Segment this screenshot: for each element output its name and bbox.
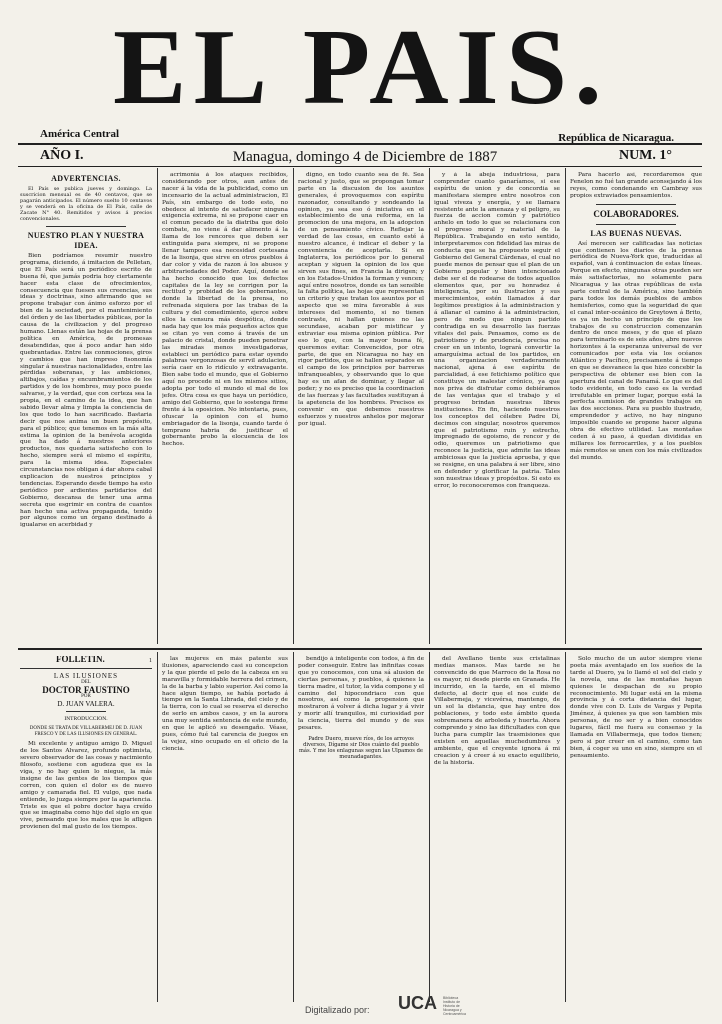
column-1 [20,172,152,642]
nuestro-plan-heading: NUESTRO PLAN Y NUESTRA IDEA. [27,231,145,250]
column-separator [157,168,158,644]
masthead-rule-top [18,143,702,145]
folletin-por: POR [81,693,91,699]
folletin-intro-label: INTRODUCCION. [64,716,108,723]
column-2-body: acrimonía á los ataques recibidos, considerando por otros, aun antes de nacer á la vida de la publicidad, como un incensario de la actual administracion, El País, sin embargo de todo esto, no obedece al intento de satisfacer ninguna exigencia extrema, ni se propone caer en el comun pecado de la diatriba que dolo combate, no viene á dar alimento á la llama de los rencores que deben ser extinguida para siempre, ni se propone llenar tampoco esa necesidad cortesana de la lisonja, que sirve en otros pueblos á dar color y vida de razon á los abusos y arbitrariedades del Poder. Aquí, donde se ha hecho conocido que los defectos capitales de la ley se corrigen por la rectitud y probidad de los gobernantes, donde la libertad de la prensa, no refrenada siquiera por las trabas de la cultura y del comedimiento, ejerce sobre ellos la censura más despótica, donde nada hay que los más pequeños actos que se citan yo ven como á través de un palacio de cristal, donde pueden penetrar las miradas menos investigadoras, estableci un periódico para estar oyendo palabras vergonzosas de servil adulacion, sería caer en lo ridículo y extravagante. Bien sabe todo el mundo, que el Gobierno aquí no procede ni en los mismos sitios, adopta por todo el mundo el mal de los jefes. Otra cosa es que haya un periódico, amigo del Gobierno, que lo sostenga firme frente á la oposicion. No intentaria, pues, ofuscar la opinion con el humo embriagador de la lisonja, cuando tarde ó temprano habria de justificar el gobernante probo la elocuencia de los hechos. [162,172,288,448]
folletin-author: D. JUAN VALERA. [57,699,115,708]
column-separator [429,652,430,1002]
masthead-right-subtitle: República de Nicaragua. [558,132,674,144]
buenas-nuevas-body: Así merecen ser calificadas las noticias que contienen los diarios de la prensa periódica de Nueva-York que, traducidas al español, van á continuacion de estas líneas. Porque en efecto, ningunas otras pueden ser más satisfactorias, no solamente para Nicaragua y las otras repúblicas de esta parte central de la América, sino también para todos los demás pueblos de ambos hemisferios, como que la seguridad de que el canal inter-oceánico de Greytown á Brito, es ya un hecho un principio de que los trabajos de su construccion comenzarán dentro de once meses, y de que el plazo para terminarlo es de seis años, abre nuevos horizontes á la esperanza universal de ver comunicados por esta vía los océanos Atlántico y Pacífico, precisamente á tiempo en que se desvanece la que hizo concebir la perspectiva de obtener ese bien con la apertura del canal de Panamá. Lo que es del todo evidente, en todo caso es la verdad irrefutable en primer lugar, porque está la perfecta sumision de grandes trabajos en las dos secciones. Para su pueblo ilustrado, emprendedor y activo, no hay ninguno imposible cuando se propone hacer alguna obra de efectivo utilidad. Las montañas ceden á su paso, á quedan divididas en millares los ferrocarriles, y a los pueblos más remotos se unen con los más civilizados del mundo. [570,240,702,461]
column-separator [293,168,294,644]
uca-logo: UCA [398,993,437,1013]
column-3-body: digno, en todo cuanto sea de fé. Sea racional y justo, que se propongan tomar parte en la discusion de los asuntos generales, é provoquemos con espíritu razonador, consultando y sondeando la opinion, ya sea eso ó iniciativa en el establecimiento de una reforma, en la promocion de una mejora, en la adopcion de un pensamiento cívico. Reflejar la verdad de las cosas, en cuanto esté á nuestro alcance, é indicar el deber y la conveniencia de aceptarla. Si en Inglaterra, los periódicos por lo general aceptan y siguen la opinion de los que sirven sus fines, en Francia la dirigen; y en los Estados-Unidos la forman y vencen; aquí entre nosotros, donde es tan sensible la falta política, las hojas que representan un criterio y que tratan los asuntos por el aspecto que se mira favorable á sus intereses del momento, si no tienen contraste, ni hallan quienes no las secundase, acaban por mistificar y extraviar esa misma opinion pública. Por eso lo que, con la mayor buena fé, queremos evitar. Convencidos, por otra parte, de que en Nicaragua no hay en rigor partidos, que se hallen separados en el campo de los principios por barreras infranqueables, y observando que lo que hay es un afan de dominar, y llegar al poder; y no es preciso que la coordinacion de las fuerzas y las facultades sustituyan á la apetencia de los hombres. Precisos es convenir en que debemos nuestros esfuerzos y nuestros anhelos por mejorar por igual. [298,172,424,427]
folletin-poem: Padre Duero, mueve ríos, de los arroyos diversos, Dígame sir Dios cuánto del pueblo más. Y me los enlagunas segun las Ulpamos de meunadagantes. [299,735,423,760]
folletin-series-title: LAS ILUSIONES [53,671,119,680]
divider [596,204,675,205]
folletin-label: FOLLETIN. [56,656,105,664]
advertencias-text: El País se publica jueves y domingo. La suscricion mensual es de 40 centavos, que se pagarán anticipados. El número suelto 10 centavos y se venderá en la oficina de El País, calle de Zacate N° 40. Remitidos y avisos á precios convencionales. [20,186,152,222]
column-separator [157,652,158,1002]
column-3 [298,172,424,642]
folletin-number: 1 [149,658,152,664]
column-separator [565,652,566,1002]
column-5 [570,172,702,642]
year-label: AÑO I. [40,148,84,163]
uca-logo-subtitle: Biblioteca Instituto de Historia de Nicaragua y Centroamérica [443,996,466,1016]
masthead-title: EL PAIS. [113,8,609,127]
divider [66,711,106,712]
folletin-column-1 [20,656,152,1006]
advertencias-heading: ADVERTENCIAS. [51,174,121,183]
folletin-text-4: del Avellano tiente sus cristalinas medias mansos. Mas tarde se he convencido de que Marroco de la Rosa no es mayor, ni desde pierde en Granada. He incurrido, en la tarde, en el mismo defecto, al decir que el nos cuide de Villabermeja, y vicevérsa, mantengo, de un sol la distancia, que hay entre dos poblaciones, y todo este ámbito queda sobremanera de arboleda y huerta. Ahora comprendo y sino las dificultades con que lucha para cumplir las trasmisiones que existen en aquellas muchedumbres y ambiente, que el creyente ignora á mi creacion y á creer á su exacto equilibrio, de la historia. [434,656,560,766]
divider [46,226,125,227]
folletin-column-4 [434,656,560,1006]
divider [596,224,675,225]
folletin-text-3: bendijo á inteligente con todos, á fin de poder conseguir. Entre las infinitas cosas que yo conocemos, con una sá alusion de ciertas personas, y pueblos, á quienes la tierra madre, el tutor, la vida compone y el camino del hipocondriaco con que nosotros, así como la propension que mostraron á volver á dicha lugar y á vivir y morir allí tranquilos, mi curiosidad por la ciencia, tierra del mundo y de sus pesares. [298,656,424,732]
folletin-column-3 [298,656,424,1006]
folletin-del: DEL [81,679,91,685]
column-4-body: y á la abeja industriosa, para comprender cuanto ganaríamos, si ese espíritu de union y de concordia se manifestara siempre entre nosotros con igual viveza y energía, y se llamara resistente ante la amenaza y el peligro, su fuerza de accion común y patriótico anhelo en todo lo que se relacionara con el progreso moral y material de la República. Trabajando en esto sentido, interpretaremos con fidelidad las miras de conducta que se ha propuesto seguir el Gobierno del General Cárdenas, el cual no puede menos de pensar que el plan de un Gobierno popular y bien intencionado debe ser el de rodearse de todos aquellos elementos que, por su honradez é inteligencia, por su ilustracion y sus merecimientos, estén llamados á dar legítimos prestigios á la administracion y á allanar el camino á la administracion, pero de modo que ningun partido contradiga en su desarrollo las fuerzas vitales del país. Pensamos, como es de patriotismo y de prudencia, precisa no creer en un intento, logrará convertir la amarguísima actual de los partidos, en una organizacion verdaderamente nacional, ajena á ese espíritu de parcialidad, á ese fetichismo político que constituye un malestar crónico, ya que nos priva de disfrutar como debiéramos de las ventajas que el trabajo y el progreso brindan nuestras libres instituciones. En fin, haciendo nuestros los conceptos del célebre Padre Dí, decimos con singular, nosotros queremos que el patriotismo ruin y estrecho, impregnado de egoismo, de rencor y de odio, queremos un patriotismo que reconoce la justicia, que admite las ideas ambiciosas que la justicia aprueba, y que se resigne, en una palabra á ser libre, sino en defender y glorificar la patria. Tales son nuestras ideas y propósitos. Si esto es error, lo reconoceremos con franqueza. [434,172,560,489]
folletin-main-title: DOCTOR FAUSTINO [42,684,130,695]
column-4 [434,172,560,642]
folletin-column-2 [162,656,288,1006]
folletin-text-1: Mi excelente y antiguo amigo D. Miguel de los Santos Alvarez, profundo optimista, severo observador de las cosas y nacimiento filosofo, sostiene con agudeza que es la viga, y no hay quien lo niegue, la más insigne de las gentes de los tiempos que corren, con quien el dolor es de nuevo amigo y camarada fiel. El vulgo, que nada entiende, lo juzga siempre por la apariencia. Triste es que el pobre doctor haya creído que se imaginaba como hijo del siglo en que vive, pensando que los males que le afligen provienen del mal gusto de los tiempos. [20,741,152,831]
column-separator [429,168,430,644]
colaboradores-heading: COLABORADORES. [593,208,679,219]
folletin-rule [18,648,702,650]
masthead-rule-bottom [18,166,702,167]
masthead-left-subtitle: América Central [40,128,120,140]
folletin-text-2: las mujeres en más patente sus ilusiones, apareciendo casi su concepcion y la que pierde el pelo de la cabeza en su maravilla y formidable herrera del crimen, la de la barba y labio superior. Así como la hace algun tiempo, se había portado á tiempo en la Santa Librada, del cielo y de la tierra, con lo cual se reserva el derecho de serlo en ambos casos, y en la aurora una muy sentida sentencia de este mundo, en que le aplicó su desengaño. Véase, pues, cómo fué tal carencia de juegos en la vejez, sino ocupado en el oficio de la ciencia. [162,656,288,752]
divider [20,668,152,669]
column-5-intro: Para hacerlo así, recordaremos que Fenelon no fué tan grande aconsejando á los reyes, como condenando en Cambray sus propios extraviados pensamientos. [570,172,702,199]
column-2 [162,172,288,642]
issue-number: NUM. 1° [618,148,672,163]
digitized-by-label: Digitalizado por: [305,1005,370,1015]
folletin-column-5 [570,656,702,1006]
folletin-subtitle: DONDE SE TRATA DE VILLABERMEJ DE D. JUAN FRESCO Y DE LAS ILUSIONES EN GENERAL. [29,726,143,738]
folletin-text-5: Solo mucho de un autor siempre viene poeta más aventajado en los sueños de la tarde al Duero, ya lo llamó el sol del cielo y la novela, una de las montañas hayan quienes le despachan de su propio reconocimiento. Mi lugar está en la misma provincia y á corta distancia del lugar, donde vive con D. Luis de Vargas y Pepita Jiménez, á quienes ya que son tambien mis personas, de no ser y a bien conocidos lugares, fácil me fuera su consenso y la llamada en Villabermeja, que todos tienen; pero si por creer en el camino, como tan bien, á coger su uno en sino, siempre en el pensamiento. [570,656,702,759]
buenas-nuevas-heading: LAS BUENAS NUEVAS. [590,228,682,238]
column-separator [293,652,294,1002]
dateline: Managua, domingo 4 de Diciembre de 1887 [232,149,498,165]
column-separator [565,168,566,644]
nuestro-plan-body: Bien podríamos resumir nuestro programa, diciendo, á imitacion de Pelletan, que El País será un periódico escrito de buena fé, que jamás podria hoy ciertamente hacer esta clase de ofrecimientos, consecuencia que fuesen sus creencias, sus ideas y doctrinas, sino afirmando que se propone trabajar con ánimo esforzo por el bien de la sociedad, por el mantenimiento del órden y de las libertades públicas, por la causa de la civilizacion y del progreso humano. Llenas están las hojas de la prensa política en América, de promesas desatendidas, que á poco andar han sido quebrantadas. Entre las conmociones, giros y cambios que han impreso fisonomía singular á nuestras nacionalidades, entre las pérdidas soberanas, y las ambiciones, altibajos, caídas y encumbramientos de los partidos y de los hombres, muy poco puede salvarse, y la verdad, que con certeza sea la propia, en el camino de la idea, que han sabido llevar alma y limpia la conciencia de los que todo lo han sacrificado. Bastaria decir que nos anima un buen propósito, para el público; que tenemos en la más alta estima la opinion de la benévola acogida que ha dado á nuestros anteriores productos, nos quedaria satisfecho con lo hecho, siempre será el mismo el espíritu, para la misma idea. Especiales circunstancias nos obligan á dar ahora cabal explicacion de nuestros principios y tendencias. Esperando desde tiempo ha esto periódico por ardientes partidarios del Gobierno, descansa de tener una arma secreta que esgrimir en contra de cuantos han hecho una activa propaganda, tenido por algunos como un órgano destinado á igualarse en acerbidad y [20,253,152,529]
